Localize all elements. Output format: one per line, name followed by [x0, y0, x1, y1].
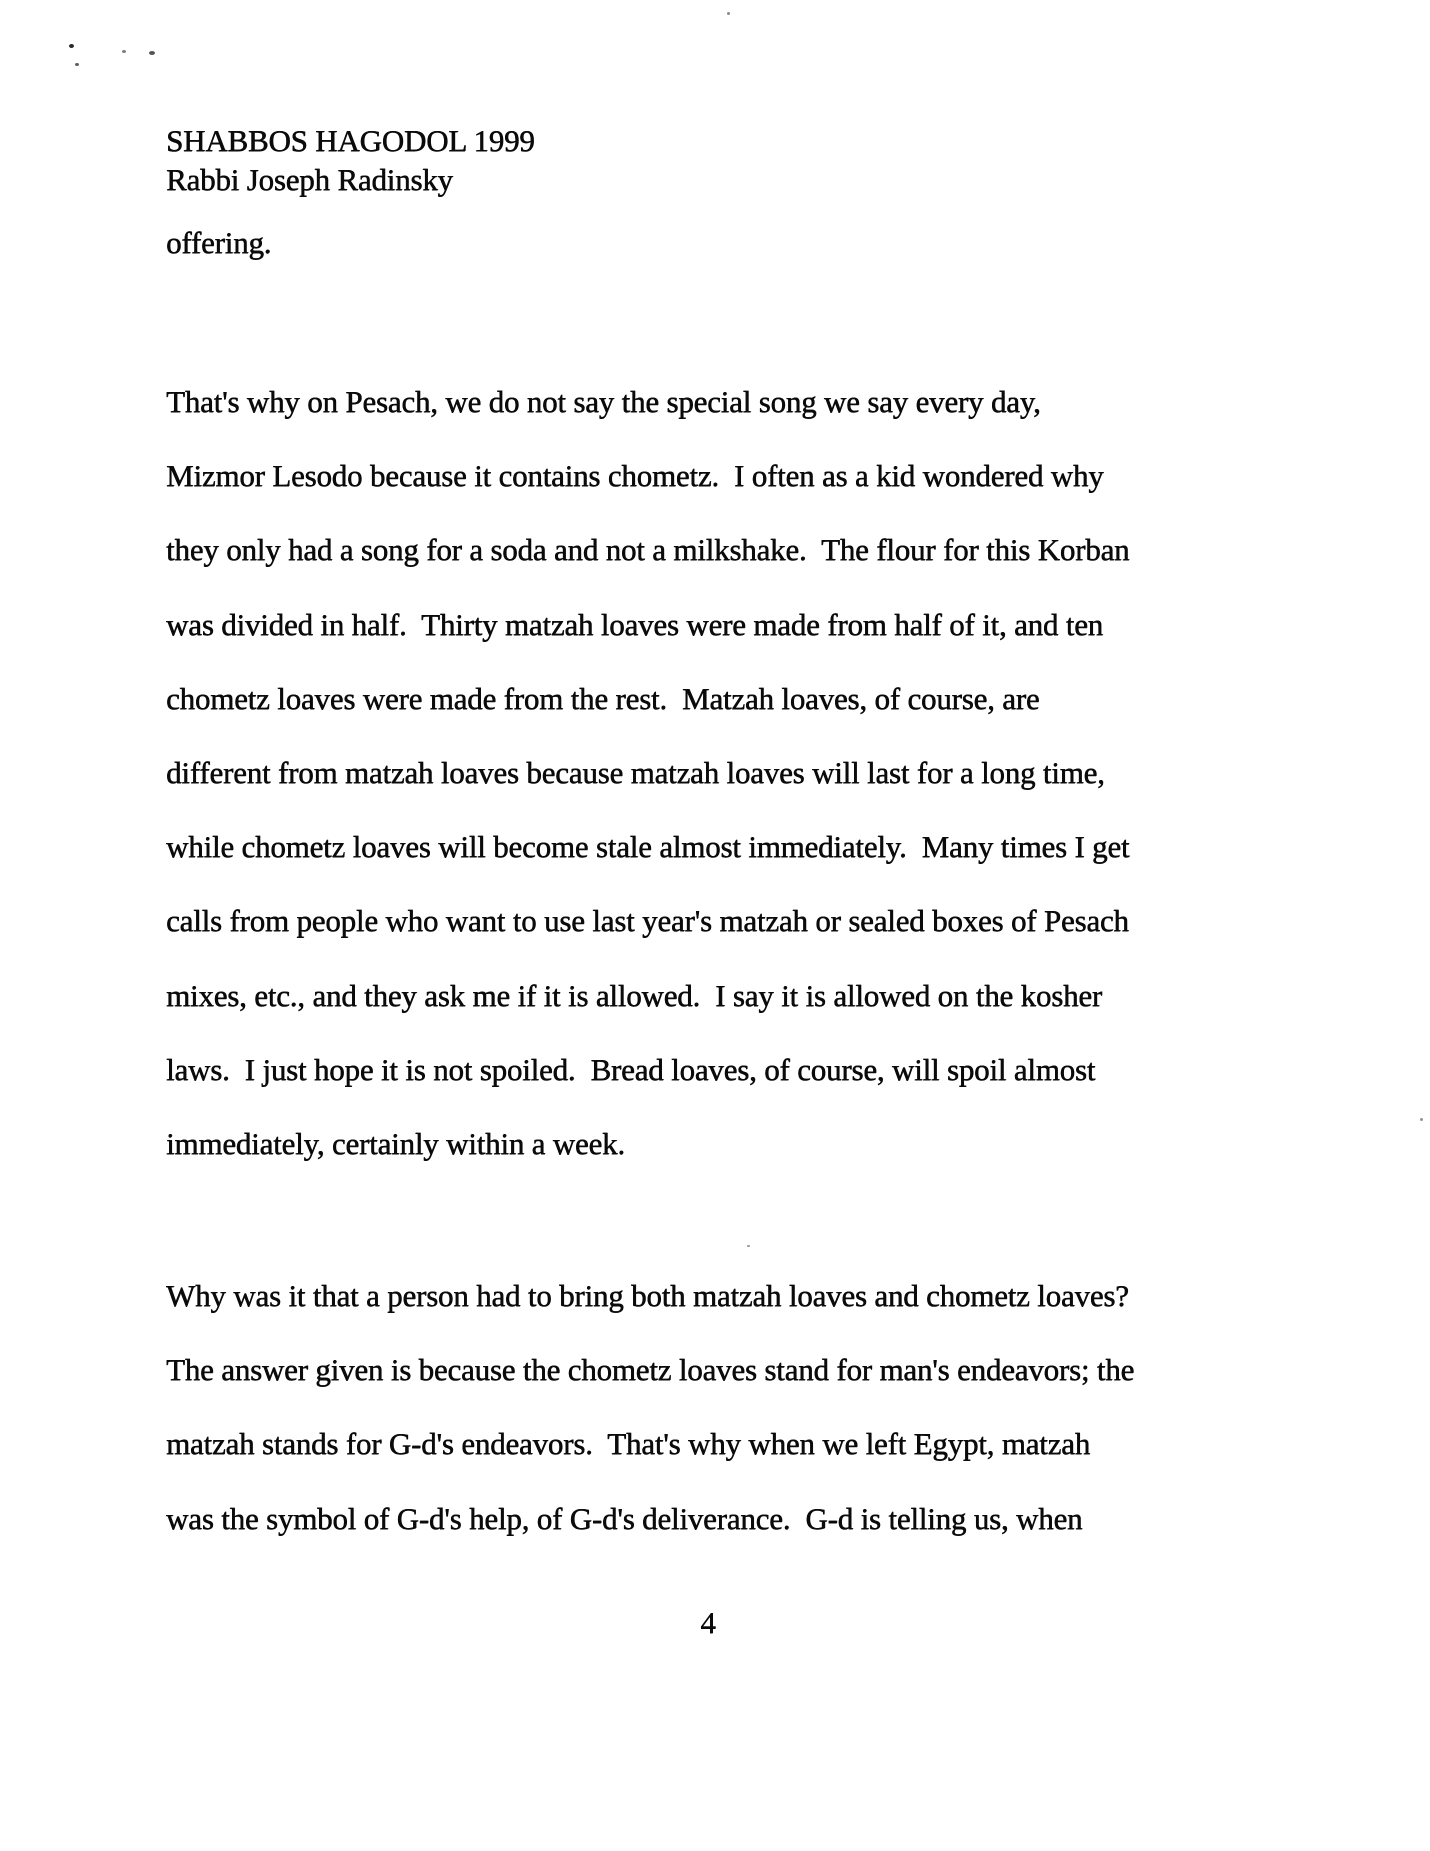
text-line: chometz loaves were made from the rest. Matzah loaves, of course, are	[166, 680, 1040, 716]
text-line: was divided in half. Thirty matzah loaves were made from half of it, and ten	[166, 606, 1103, 642]
scan-speck	[69, 44, 74, 48]
scan-speck	[75, 63, 79, 66]
text-line: different from matzah loaves because matzah loaves will last for a long time,	[166, 754, 1105, 790]
text-line: Mizmor Lesodo because it contains chometz. I often as a kid wondered why	[166, 458, 1104, 494]
text-line: immediately, certainly within a week.	[166, 1125, 625, 1161]
text-line: That's why on Pesach, we do not say the special song we say every day,	[166, 384, 1041, 419]
document-title: SHABBOS HAGODOL 1999	[166, 123, 535, 158]
scan-speck	[747, 1245, 750, 1247]
text-line: mixes, etc., and they ask me if it is allowed. I say it is allowed on the kosher	[166, 977, 1102, 1013]
carryover-text: offering.	[166, 225, 272, 260]
text-line: was the symbol of G-d's help, of G-d's deliverance. G-d is telling us, when	[166, 1500, 1083, 1536]
scan-speck	[122, 50, 126, 53]
paragraph-1	[166, 365, 1346, 1181]
text-line: Why was it that a person had to bring both matzah loaves and chometz loaves?	[166, 1278, 1129, 1313]
text-line: matzah stands for G-d's endeavors. That's why when we left Egypt, matzah	[166, 1426, 1091, 1462]
scan-speck	[727, 12, 730, 15]
text-line: laws. I just hope it is not spoiled. Bread loaves, of course, will spoil almost	[166, 1051, 1096, 1087]
scan-speck	[1420, 1118, 1423, 1121]
text-line: while chometz loaves will become stale almost immediately. Many times I get	[166, 829, 1130, 865]
document-header	[166, 121, 535, 199]
paragraph-2	[166, 1259, 1346, 1556]
text-line: The answer given is because the chometz loaves stand for man's endeavors; the	[166, 1352, 1135, 1388]
scan-speck	[149, 51, 155, 55]
text-line: they only had a song for a soda and not a milkshake. The flour for this Korban	[166, 532, 1130, 568]
document-author: Rabbi Joseph Radinsky	[166, 162, 453, 197]
text-line: calls from people who want to use last year's matzah or sealed boxes of Pesach	[166, 903, 1129, 939]
page-number: 4	[700, 1605, 716, 1640]
